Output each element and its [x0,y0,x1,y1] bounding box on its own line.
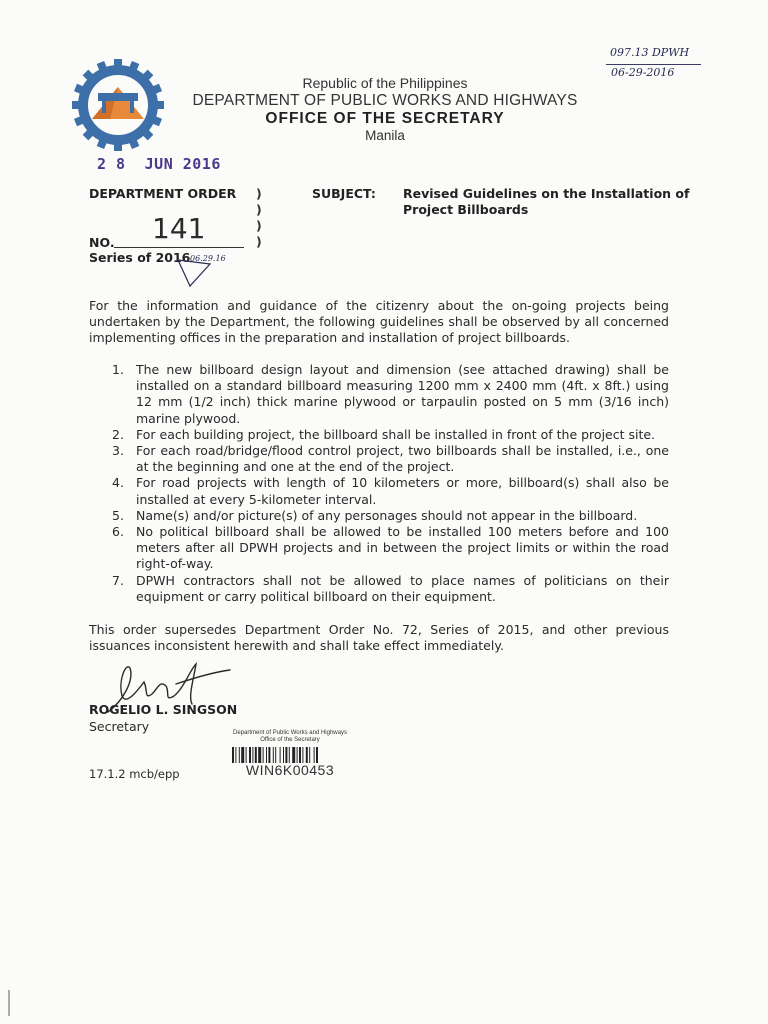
list-item-text: Name(s) and/or picture(s) of any personages should not appear in the billboard. [136,507,638,523]
barcode-bar [249,747,251,763]
list-item [112,573,669,605]
barcode-bar [292,747,295,763]
barcode-bar [289,747,290,763]
subject-label: SUBJECT: [312,186,376,201]
barcode-bar [316,747,318,763]
list-number: 1. [112,362,124,377]
stamp-line-1: Department of Public Works and Highways [233,730,347,736]
intro-paragraph: For the information and guidance of the citizenry about the on-going projects being undertaken by the Department, the following guidelines shall be observed by all concerned implementing offices in the preparation and installation of project billboards. [89,298,669,345]
order-number: 141 [152,212,206,245]
order-no-underline [114,247,244,248]
closing-paragraph: This order supersedes Department Order No. 72, Series of 2015, and other previous issuances inconsistent herewith and shall take effect immediately. [89,622,669,653]
gear-tooth [114,141,122,151]
list-item [112,524,669,573]
list-number: 4. [112,475,124,491]
stamp-line-2: Office of the Secretary [260,737,320,743]
barcode-bar [314,747,315,763]
list-item-text: For road projects with length of 10 kilometers or more, billboard(s) shall also be installed at every 5-kilometer interval. [136,475,669,507]
barcode-bar [263,747,264,763]
list-item [112,508,669,524]
barcode-bar [299,747,301,763]
list-item-text: No political billboard shall be allowed to be installed 100 meters before and 100 meters after all DPWH projects and in between the project limits or within the road right-of-way. [136,524,669,572]
list-item [112,443,669,475]
barcode-bar [275,747,276,763]
list-number: 7. [112,572,124,588]
barcode-bar [266,747,267,763]
order-no-label: NO. [89,235,115,250]
list-item-text: For each building project, the billboard shall be installed in front of the project site. [136,426,656,442]
reference-initials: 17.1.2 mcb/epp [89,767,180,781]
barcode-bar [235,747,236,763]
handwritten-date: 06-29-2016 [611,66,675,79]
list-number: 6. [112,524,124,540]
barcode-icon [232,747,348,763]
list-item [112,475,669,507]
barcode-bar [273,747,274,763]
paren-2: ) [256,202,262,217]
department-heading: DEPARTMENT OF PUBLIC WORKS AND HIGHWAYS [192,92,578,109]
gear-tooth [114,59,122,69]
barcode-bar [306,747,308,763]
paren-1: ) [256,186,262,201]
list-item-text: DPWH contractors shall not be allowed to place names of politicians on their equipment or carry political billboard on their equipment. [136,572,669,604]
list-number: 3. [112,443,124,459]
barcode-bar [283,747,284,763]
scan-edge-mark [8,990,10,1016]
guidelines-list [112,362,669,605]
stamp-code: WIN6K00453 [245,762,335,778]
handwritten-initial-date: 06.29.16 [190,254,226,263]
paren-3: ) [256,218,262,233]
barcode-bar [268,747,270,763]
list-item-text: The new billboard design layout and dimension (see attached drawing) shall be installed on a standard billboard measuring 1200 mm x 2400 mm (4ft. x 8ft.) using 12 mm (1/2 inch) thick marine plywood or tarpaulin posted on 5 mm (3/16 inch) marine plywood. [136,362,669,426]
barcode-bar [258,747,261,763]
subject-text: Revised Guidelines on the Installation of Project Billboards [403,186,690,217]
order-series: Series of 2016 [89,250,191,265]
barcode-bar [246,747,247,763]
barcode-bar [280,747,281,763]
paren-4: ) [256,234,262,249]
barcode-bar [239,747,240,763]
barcode-bar [309,747,310,763]
department-order-label: DEPARTMENT ORDER [89,186,237,201]
list-item [112,362,669,427]
republic-heading: Republic of the Philippines [302,75,468,91]
list-item [112,427,669,443]
barcode-bar [241,747,244,763]
receiving-stamp [200,730,380,778]
office-heading: OFFICE OF THE SECRETARY [265,110,505,127]
city-heading: Manila [365,128,405,143]
handwritten-underline [606,64,701,65]
list-number: 5. [112,507,124,523]
barcode-bar [302,747,303,763]
barcode-bar [285,747,287,763]
handwritten-reference: 097.13 DPWH [610,46,690,59]
signer-name: ROGELIO L. SINGSON [89,702,238,717]
date-stamp: 2 8 JUN 2016 [97,155,221,173]
list-item-text: For each road/bridge/flood control project, two billboards shall be installed, i.e., one at the beginning and one at the end of the project. [136,443,669,475]
signer-title: Secretary [89,719,150,734]
barcode-bar [232,747,234,763]
barcode-bar [255,747,257,763]
barcode-bar [252,747,253,763]
list-number: 2. [112,426,124,442]
barcode-bar [297,747,298,763]
gear-tooth [72,101,82,109]
